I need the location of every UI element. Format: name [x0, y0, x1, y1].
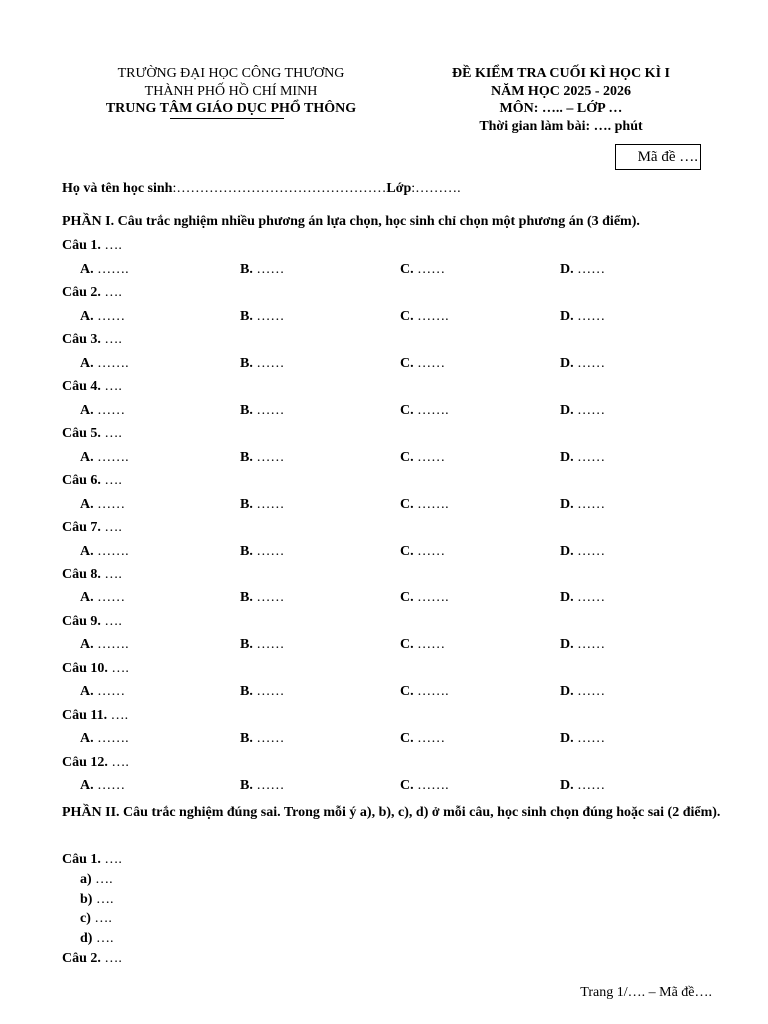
center-name: TRUNG TÂM GIÁO DỤC PHỔ THÔNG — [105, 101, 357, 116]
option-label: A. — [80, 543, 94, 559]
option-label: C. — [400, 731, 414, 747]
option-label: B. — [240, 261, 253, 277]
option-fill: …… — [573, 731, 606, 747]
option-label: D. — [560, 684, 574, 700]
option-label: D. — [560, 590, 574, 606]
option-fill: ……. — [93, 731, 129, 747]
option-fill: …… — [252, 308, 285, 324]
mcq-question-9 — [62, 612, 722, 636]
option-b — [240, 776, 284, 795]
option-label: A. — [80, 261, 94, 277]
option-a — [80, 542, 129, 561]
option-label: D. — [560, 731, 574, 747]
option-d — [560, 448, 605, 467]
exam-header — [430, 65, 692, 135]
option-fill: …… — [413, 637, 446, 653]
student-name-fill: :……………………………………… — [172, 181, 387, 196]
option-a — [80, 307, 125, 326]
school-year: NĂM HỌC 2025 - 2026 — [491, 83, 631, 99]
question-label: Câu 3. — [62, 331, 101, 347]
option-b — [240, 307, 284, 326]
option-label: B. — [240, 355, 253, 371]
option-label: A. — [80, 449, 94, 465]
option-a — [80, 588, 125, 607]
option-label: D. — [560, 637, 574, 653]
question-label: Câu 10. — [62, 660, 108, 676]
option-d — [560, 588, 605, 607]
tf-sub-fill: …. — [91, 871, 113, 887]
mcq-options — [62, 495, 722, 518]
tf-sub-item — [62, 929, 722, 949]
tf-question-fill: …. — [100, 950, 122, 966]
option-label: D. — [560, 449, 574, 465]
tf-question-2 — [62, 949, 722, 969]
school-header — [92, 65, 370, 118]
mcq-question-11 — [62, 706, 722, 730]
option-c — [400, 354, 445, 373]
mcq-question-8 — [62, 565, 722, 589]
tf-sub-item — [62, 909, 722, 929]
mcq-question-2 — [62, 283, 722, 307]
option-fill: ……. — [93, 261, 129, 277]
option-label: C. — [400, 778, 414, 794]
option-label: C. — [400, 355, 414, 371]
mcq-options — [62, 260, 722, 283]
option-a — [80, 682, 125, 701]
option-d — [560, 495, 605, 514]
question-fill: …. — [100, 284, 122, 300]
part1-heading: PHẦN I. Câu trắc nghiệm nhiều phương án lựa chọn, học sinh chỉ chọn một phương án (3 điểm). — [62, 214, 640, 229]
question-fill: …. — [100, 331, 122, 347]
question-label: Câu 2. — [62, 284, 101, 300]
page-footer: Trang 1/…. – Mã đề…. — [580, 985, 712, 1000]
question-fill: …. — [100, 238, 122, 253]
option-fill: …… — [573, 496, 606, 512]
option-label: C. — [400, 402, 414, 418]
option-label: D. — [560, 496, 574, 512]
option-d — [560, 635, 605, 654]
option-a — [80, 260, 129, 279]
option-fill: …… — [413, 261, 446, 277]
option-label: A. — [80, 731, 94, 747]
question-fill: …. — [100, 425, 122, 441]
option-a — [80, 729, 129, 748]
option-fill: …… — [573, 543, 606, 559]
option-fill: …… — [573, 261, 606, 277]
option-a — [80, 495, 125, 514]
option-label: C. — [400, 637, 414, 653]
option-fill: …… — [93, 496, 126, 512]
mcq-options — [62, 542, 722, 565]
option-label: D. — [560, 308, 574, 324]
tf-sub-fill: …. — [90, 911, 112, 927]
option-label: B. — [240, 731, 253, 747]
center-underline — [170, 118, 284, 119]
option-b — [240, 588, 284, 607]
option-label: D. — [560, 778, 574, 794]
tf-question-label: Câu 1. — [62, 852, 101, 867]
tf-sub-label: c) — [80, 911, 91, 927]
option-label: A. — [80, 355, 94, 371]
question-label: Câu 12. — [62, 754, 108, 770]
option-label: C. — [400, 261, 414, 277]
option-fill: …… — [573, 402, 606, 418]
option-d — [560, 682, 605, 701]
part2-questions — [62, 850, 722, 969]
option-fill: ……. — [93, 637, 129, 653]
option-label: C. — [400, 684, 414, 700]
class-fill: :………. — [411, 181, 461, 196]
option-b — [240, 635, 284, 654]
option-b — [240, 682, 284, 701]
question-fill: …. — [100, 378, 122, 394]
option-c — [400, 635, 445, 654]
option-label: C. — [400, 590, 414, 606]
mcq-question-5 — [62, 424, 722, 448]
tf-sub-label: b) — [80, 891, 93, 907]
option-c — [400, 729, 445, 748]
tf-sub-label: a) — [80, 871, 92, 887]
option-c — [400, 260, 445, 279]
tf-sub-item — [62, 870, 722, 890]
option-b — [240, 495, 284, 514]
mcq-options — [62, 401, 722, 424]
option-b — [240, 354, 284, 373]
student-info-line — [62, 180, 461, 198]
question-label: Câu 9. — [62, 613, 101, 629]
option-fill: …… — [573, 308, 606, 324]
question-label: Câu 6. — [62, 472, 101, 488]
option-a — [80, 401, 125, 420]
question-label: Câu 8. — [62, 566, 101, 582]
option-b — [240, 542, 284, 561]
option-a — [80, 448, 129, 467]
mcq-options — [62, 729, 722, 752]
option-d — [560, 260, 605, 279]
option-fill: ……. — [413, 778, 449, 794]
tf-question-1 — [62, 850, 722, 870]
option-label: D. — [560, 355, 574, 371]
option-label: C. — [400, 496, 414, 512]
option-fill: …… — [573, 637, 606, 653]
tf-sub-items — [62, 870, 722, 949]
option-fill: …… — [252, 778, 285, 794]
option-fill: …… — [252, 590, 285, 606]
option-fill: ……. — [93, 449, 129, 465]
option-fill: ……. — [413, 590, 449, 606]
option-fill: …… — [252, 731, 285, 747]
option-fill: …… — [93, 778, 126, 794]
option-fill: …… — [573, 778, 606, 794]
option-fill: …… — [413, 449, 446, 465]
option-label: A. — [80, 402, 94, 418]
mcq-options — [62, 776, 722, 799]
mcq-question-3 — [62, 330, 722, 354]
option-label: A. — [80, 637, 94, 653]
mcq-options — [62, 354, 722, 377]
option-fill: …… — [93, 308, 126, 324]
option-d — [560, 729, 605, 748]
mcq-options — [62, 307, 722, 330]
option-fill: …… — [573, 449, 606, 465]
option-c — [400, 448, 445, 467]
option-label: B. — [240, 778, 253, 794]
option-fill: …… — [252, 684, 285, 700]
option-fill: …… — [252, 261, 285, 277]
option-b — [240, 729, 284, 748]
option-c — [400, 495, 449, 514]
school-name-line2: THÀNH PHỐ HỒ CHÍ MINH — [144, 83, 318, 99]
option-label: B. — [240, 496, 253, 512]
option-c — [400, 588, 449, 607]
option-label: D. — [560, 402, 574, 418]
option-c — [400, 682, 449, 701]
mcq-options — [62, 588, 722, 611]
exam-duration: Thời gian làm bài: …. phút — [479, 118, 643, 134]
option-fill: …… — [93, 402, 126, 418]
option-fill: ……. — [413, 684, 449, 700]
option-c — [400, 542, 445, 561]
exam-code-box: Mã đề …. — [615, 144, 701, 170]
option-fill: …… — [252, 402, 285, 418]
tf-question-fill: …. — [100, 852, 122, 867]
mcq-question-12 — [62, 753, 722, 777]
option-fill: …… — [413, 355, 446, 371]
option-fill: ……. — [413, 496, 449, 512]
mcq-question-6 — [62, 471, 722, 495]
mcq-question-7 — [62, 518, 722, 542]
option-label: B. — [240, 543, 253, 559]
option-d — [560, 307, 605, 326]
option-c — [400, 307, 449, 326]
option-b — [240, 260, 284, 279]
option-b — [240, 448, 284, 467]
subject-class: MÔN: ….. – LỚP … — [499, 101, 623, 116]
question-fill: …. — [100, 566, 122, 582]
class-label: Lớp — [386, 181, 412, 196]
option-label: B. — [240, 449, 253, 465]
mcq-options — [62, 682, 722, 705]
option-a — [80, 635, 129, 654]
question-fill: …. — [100, 519, 122, 535]
tf-sub-fill: …. — [92, 891, 114, 907]
option-fill: …… — [252, 355, 285, 371]
question-fill: …. — [100, 613, 122, 629]
option-fill: …… — [252, 449, 285, 465]
tf-question-label: Câu 2. — [62, 950, 101, 966]
student-name-label: Họ và tên học sinh — [62, 181, 173, 196]
option-fill: ……. — [413, 308, 449, 324]
option-fill: …… — [252, 543, 285, 559]
option-fill: ……. — [93, 355, 129, 371]
option-fill: …… — [93, 684, 126, 700]
option-label: A. — [80, 496, 94, 512]
option-d — [560, 776, 605, 795]
option-d — [560, 401, 605, 420]
question-label: Câu 11. — [62, 707, 108, 723]
option-label: B. — [240, 684, 253, 700]
option-fill: …… — [573, 355, 606, 371]
option-label: B. — [240, 637, 253, 653]
question-fill: …. — [107, 707, 129, 723]
question-label: Câu 5. — [62, 425, 101, 441]
option-label: B. — [240, 402, 253, 418]
question-fill: …. — [100, 472, 122, 488]
option-fill: ……. — [413, 402, 449, 418]
option-label: A. — [80, 778, 94, 794]
tf-sub-item — [62, 890, 722, 910]
mcq-options — [62, 448, 722, 471]
tf-sub-fill: …. — [92, 931, 114, 947]
option-label: C. — [400, 308, 414, 324]
option-c — [400, 776, 449, 795]
option-label: C. — [400, 449, 414, 465]
mcq-options — [62, 635, 722, 658]
option-fill: …… — [252, 637, 285, 653]
option-fill: …… — [573, 684, 606, 700]
option-label: D. — [560, 261, 574, 277]
option-fill: ……. — [93, 543, 129, 559]
option-label: A. — [80, 590, 94, 606]
option-a — [80, 776, 125, 795]
option-label: A. — [80, 308, 94, 324]
option-label: C. — [400, 543, 414, 559]
option-d — [560, 542, 605, 561]
option-label: B. — [240, 308, 253, 324]
question-label: Câu 7. — [62, 519, 101, 535]
tf-sub-label: d) — [80, 931, 93, 947]
mcq-question-4 — [62, 377, 722, 401]
option-fill: …… — [573, 590, 606, 606]
school-name-line1: TRƯỜNG ĐẠI HỌC CÔNG THƯƠNG — [117, 66, 345, 81]
part2-heading: PHẦN II. Câu trắc nghiệm đúng sai. Trong mỗi ý a), b), c), d) ở mỗi câu, học sinh chọn đúng hoặc sai (2 điểm). — [62, 805, 721, 820]
option-fill: …… — [252, 496, 285, 512]
option-label: B. — [240, 590, 253, 606]
option-b — [240, 401, 284, 420]
option-d — [560, 354, 605, 373]
option-label: A. — [80, 684, 94, 700]
option-fill: …… — [93, 590, 126, 606]
mcq-question-10 — [62, 659, 722, 683]
option-fill: …… — [413, 543, 446, 559]
question-label: Câu 1. — [62, 238, 101, 253]
option-label: D. — [560, 543, 574, 559]
option-c — [400, 401, 449, 420]
question-fill: …. — [107, 754, 129, 770]
mcq-question-1 — [62, 236, 722, 260]
question-fill: …. — [107, 660, 129, 676]
question-label: Câu 4. — [62, 378, 101, 394]
option-fill: …… — [413, 731, 446, 747]
part1-questions — [62, 236, 722, 800]
exam-title: ĐỀ KIỂM TRA CUỐI KÌ HỌC KÌ I — [452, 66, 670, 81]
option-a — [80, 354, 129, 373]
